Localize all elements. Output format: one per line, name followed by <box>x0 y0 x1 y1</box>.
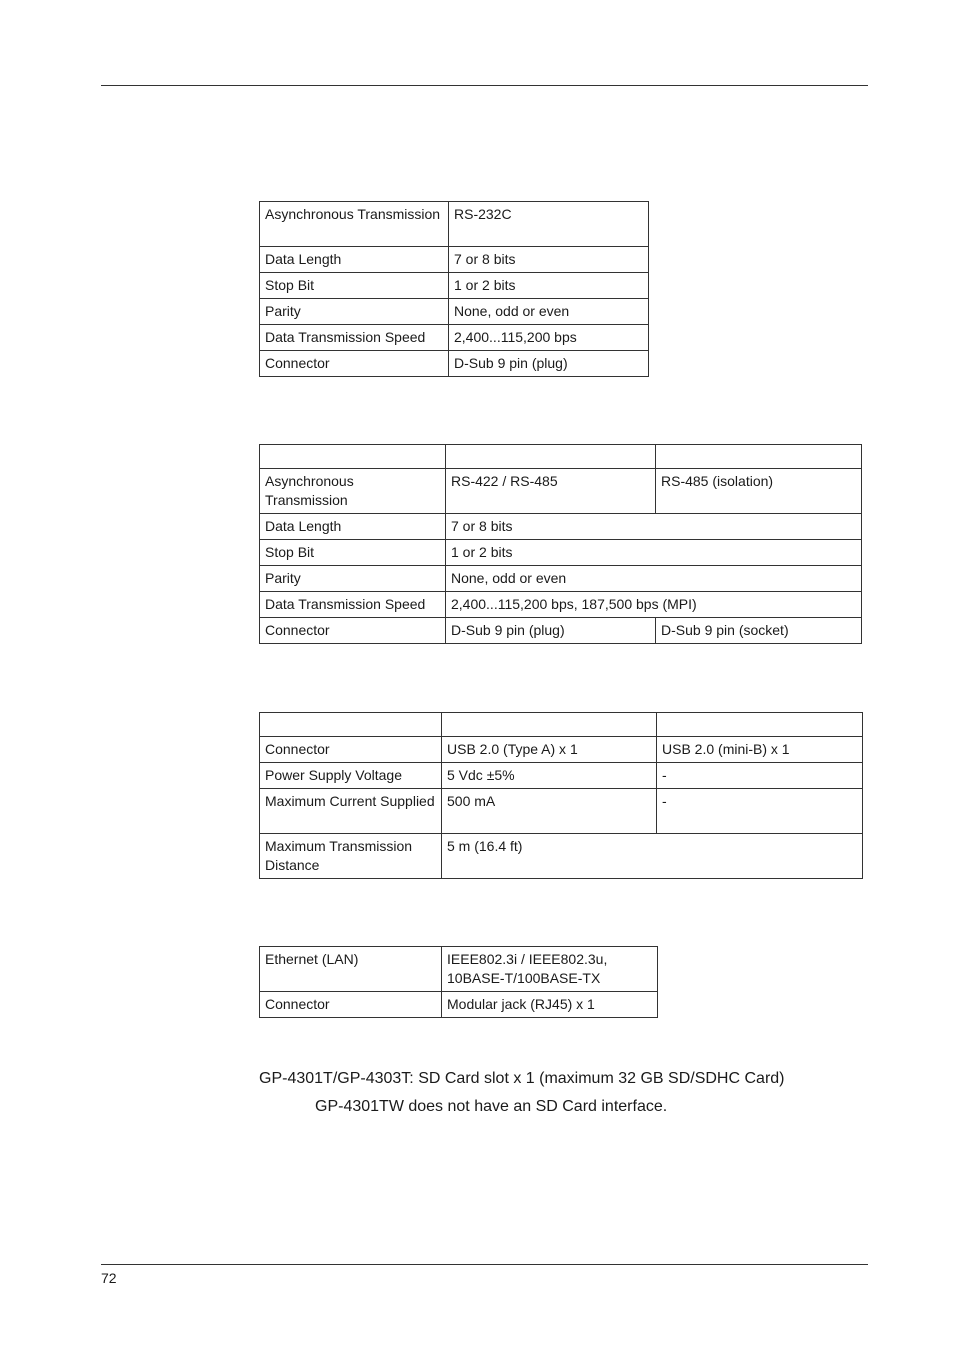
spec-value: 1 or 2 bits <box>446 540 862 566</box>
spec-value: RS-485 (isolation) <box>656 469 862 514</box>
table-row <box>260 540 862 566</box>
table-row <box>260 299 649 325</box>
spec-label: Asynchronous Transmission <box>260 469 446 514</box>
table-row <box>260 992 658 1018</box>
table-row <box>260 592 862 618</box>
spec-label: Maximum Transmission Distance <box>260 834 442 879</box>
table-row <box>260 618 862 644</box>
ethernet-interface-table <box>259 946 658 1018</box>
table-row <box>260 514 862 540</box>
spec-label: Data Length <box>260 247 449 273</box>
spec-value: - <box>657 789 863 834</box>
usb-interface-table <box>259 712 863 879</box>
spec-value: - <box>657 763 863 789</box>
spec-label: Connector <box>260 351 449 377</box>
spec-label: Power Supply Voltage <box>260 763 442 789</box>
spec-value: D-Sub 9 pin (socket) <box>656 618 862 644</box>
spec-value: None, odd or even <box>446 566 862 592</box>
spec-value: 5 Vdc ±5% <box>442 763 657 789</box>
table-row <box>260 469 862 514</box>
spec-label: Connector <box>260 618 446 644</box>
header-cell <box>260 445 446 469</box>
spec-value: None, odd or even <box>449 299 649 325</box>
header-rule <box>101 85 868 86</box>
table-row <box>260 834 863 879</box>
page-number: 72 <box>101 1270 117 1286</box>
serial-interface-com1-table <box>259 201 649 377</box>
spec-value: D-Sub 9 pin (plug) <box>449 351 649 377</box>
spec-value: 7 or 8 bits <box>449 247 649 273</box>
header-cell <box>657 713 863 737</box>
spec-value: RS-232C <box>449 202 649 247</box>
spec-value: 5 m (16.4 ft) <box>442 834 863 879</box>
header-cell <box>656 445 862 469</box>
spec-value: 1 or 2 bits <box>449 273 649 299</box>
table-row <box>260 763 863 789</box>
table-row <box>260 351 649 377</box>
sd-card-note: GP-4301TW does not have an SD Card interface. <box>315 1098 668 1115</box>
table-row <box>260 202 649 247</box>
spec-label: Asynchronous Transmission <box>260 202 449 247</box>
sd-card-spec: GP-4301T/GP-4303T: SD Card slot x 1 (maximum 32 GB SD/SDHC Card) <box>259 1070 785 1087</box>
spec-value: RS-422 / RS-485 <box>446 469 656 514</box>
spec-value: IEEE802.3i / IEEE802.3u, 10BASE-T/100BASE-TX <box>442 947 658 992</box>
spec-label: Connector <box>260 992 442 1018</box>
spec-value: D-Sub 9 pin (plug) <box>446 618 656 644</box>
spec-label: Stop Bit <box>260 273 449 299</box>
spec-value: USB 2.0 (Type A) x 1 <box>442 737 657 763</box>
spec-value: 7 or 8 bits <box>446 514 862 540</box>
table-row <box>260 789 863 834</box>
spec-value: USB 2.0 (mini-B) x 1 <box>657 737 863 763</box>
table-row <box>260 737 863 763</box>
spec-label: Data Transmission Speed <box>260 325 449 351</box>
table-row <box>260 273 649 299</box>
table-row <box>260 325 649 351</box>
table-header-row <box>260 445 862 469</box>
footer-rule <box>101 1264 868 1265</box>
spec-label: Maximum Current Supplied <box>260 789 442 834</box>
table-header-row <box>260 713 863 737</box>
spec-value: Modular jack (RJ45) x 1 <box>442 992 658 1018</box>
spec-label: Connector <box>260 737 442 763</box>
spec-value: 500 mA <box>442 789 657 834</box>
spec-label: Data Transmission Speed <box>260 592 446 618</box>
table-row <box>260 947 658 992</box>
spec-value: 2,400...115,200 bps, 187,500 bps (MPI) <box>446 592 862 618</box>
spec-label: Parity <box>260 566 446 592</box>
spec-value: 2,400...115,200 bps <box>449 325 649 351</box>
spec-label: Data Length <box>260 514 446 540</box>
spec-label: Ethernet (LAN) <box>260 947 442 992</box>
spec-label: Stop Bit <box>260 540 446 566</box>
header-cell <box>260 713 442 737</box>
serial-interface-com2-table <box>259 444 862 644</box>
header-cell <box>446 445 656 469</box>
spec-label: Parity <box>260 299 449 325</box>
header-cell <box>442 713 657 737</box>
table-row <box>260 566 862 592</box>
table-row <box>260 247 649 273</box>
